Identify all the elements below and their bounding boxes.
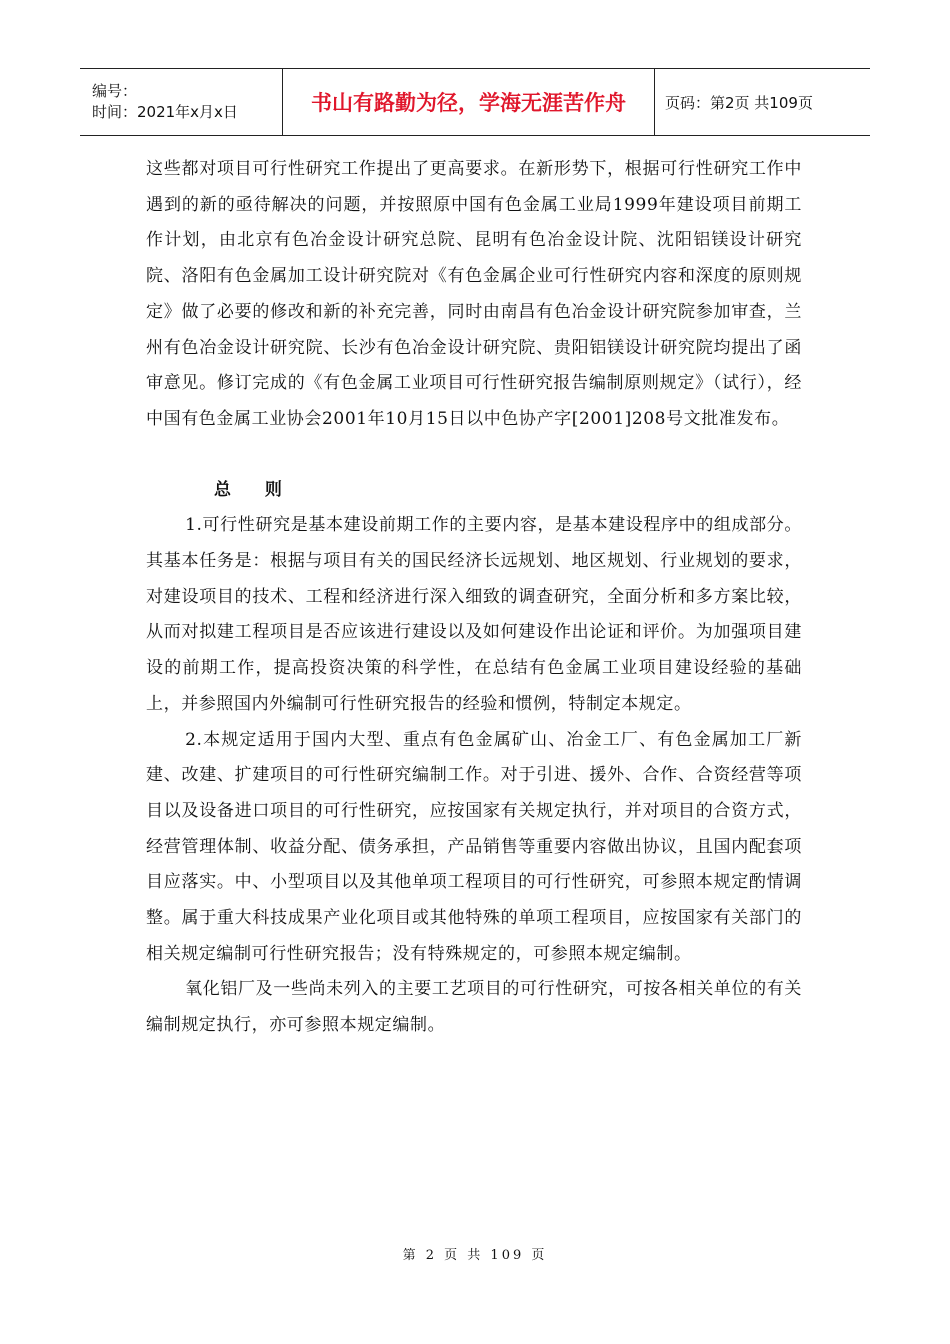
paragraph-intro: 这些都对项目可行性研究工作提出了更高要求。在新形势下，根据可行性研究工作中遇到的新的亟待解决的问题，并按照原中国有色金属工业局1999年建设项目前期工作计划，由北京有色冶金设计研究总院、昆明有色冶金设计院、沈阳铝镁设计研究院、洛阳有色金属加工设计研究院对《有色金属企业可行性研究内容和深度的原则规定》做了必要的修改和新的补充完善，同时由南昌有色冶金设计研究院参加审查，兰州有色冶金设计研究院、长沙有色冶金设计研究院、贵阳铝镁设计研究院均提出了函审意见。修订完成的《有色金属工业项目可行性研究报告编制原则规定》（试行），经中国有色金属工业协会2001年10月15日以中色协产字[2001]208号文批准发布。	[146, 159, 802, 429]
page-footer: 第 2 页 共 109 页	[402, 1248, 548, 1263]
paragraph-article-1: 1.可行性研究是基本建设前期工作的主要内容，是基本建设程序中的组成部分。其基本任务是：根据与项目有关的国民经济长远规划、地区规划、行业规划的要求，对建设项目的技术、工程和经济进行深入细致的调查研究，全面分析和多方案比较，从而对拟建工程项目是否应该进行建设以及如何建设作出论证和评价。为加强项目建设的前期工作，提高投资决策的科学性，在总结有色金属工业项目建设经验的基础上，并参照国内外编制可行性研究报告的经验和惯例，特制定本规定。	[146, 515, 802, 714]
header-page-info: 页码：第2页 共109页	[665, 93, 813, 112]
paragraph-note: 氧化铝厂及一些尚未列入的主要工艺项目的可行性研究，可按各相关单位的有关编制规定执行，亦可参照本规定编制。	[146, 979, 802, 1036]
document-number-label: 编号：	[92, 82, 138, 100]
document-time-label: 时间：2021年x月x日	[92, 103, 238, 121]
document-body	[146, 152, 802, 1044]
paragraph-article-2: 2.本规定适用于国内大型、重点有色金属矿山、冶金工厂、有色金属加工厂新建、改建、扩建项目的可行性研究编制工作。对于引进、援外、合作、合资经营等项目以及设备进口项目的可行性研究，应按国家有关规定执行，并对项目的合资方式，经营管理体制、收益分配、债务承担，产品销售等重要内容做出协议，且国内配套项目应落实。中、小型项目以及其他单项工程项目的可行性研究，可参照本规定酌情调整。属于重大科技成果产业化项目或其他特殊的单项工程项目，应按国家有关部门的相关规定编制可行性研究报告；没有特殊规定的，可参照本规定编制。	[146, 729, 802, 964]
page-header	[80, 68, 870, 136]
header-meta	[80, 69, 282, 135]
section-heading: 总 则	[214, 479, 296, 500]
header-motto: 书山有路勤为径，学海无涯苦作舟	[282, 69, 655, 135]
